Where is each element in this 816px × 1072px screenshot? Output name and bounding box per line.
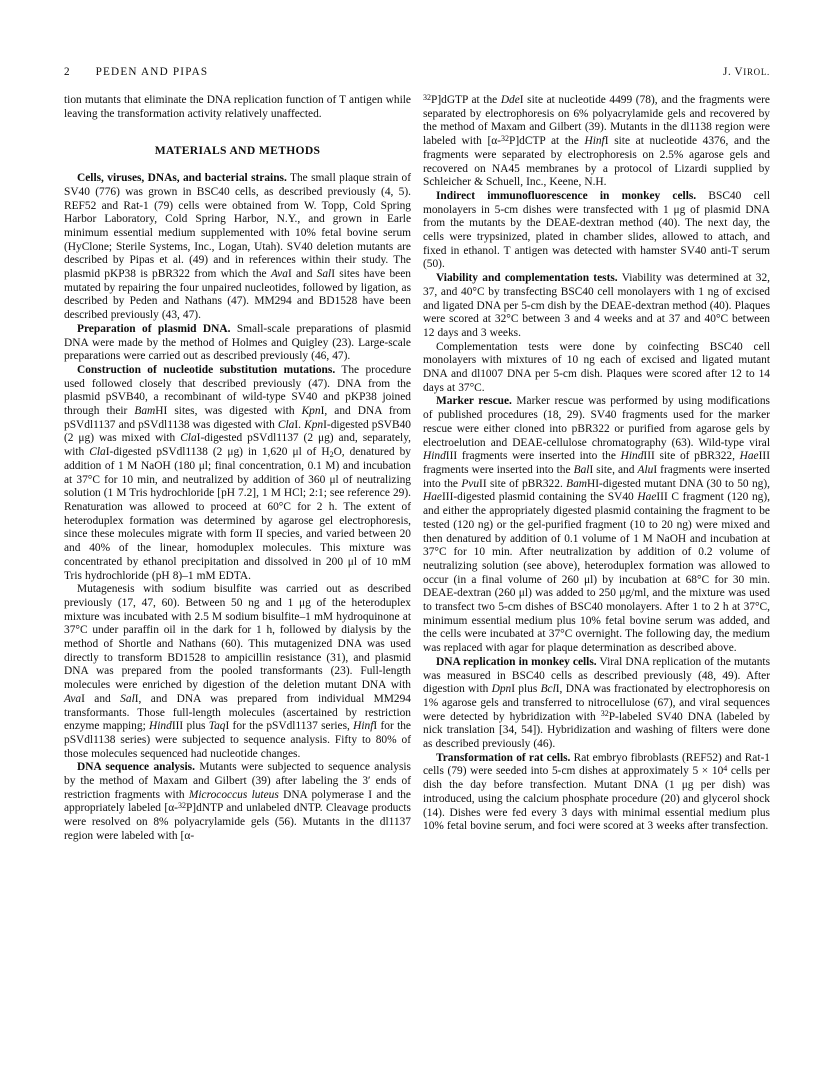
text-run: Viral DNA replication of the mutants was measured in BSC40 cells as described previously (48, 49). After digestion with [423,655,771,696]
text-run: Sal [316,268,332,281]
text-run: DNA replication in monkey cells. [436,655,597,668]
text-run: Hinf [584,135,605,148]
text-run: Sal [120,692,135,705]
text-run: Hinf [353,720,374,733]
text-run: I sites have been mutated by repairing the four unpaired nucleotides, followed by ligation, as described by Peden and Nathans (47). MM294 and BD1528 have been described previously (43, 47). [64,268,411,322]
text-run: Preparation of plasmid DNA. [77,322,231,335]
paragraph [423,272,770,341]
text-run: Alu [637,463,654,476]
paragraph [64,172,411,323]
two-column-body [64,94,770,844]
paragraph [423,341,770,396]
text-run: III fragments were inserted into the [423,450,770,476]
running-authors: PEDEN AND PIPAS [95,66,209,78]
text-run: Pvu [461,477,480,490]
text-run: Micrococcus luteus [188,788,279,801]
text-run: Construction of nucleotide substitution mutations. [77,363,336,376]
text-run: III plus [171,720,209,733]
text-run: III site of pBR322, [643,450,740,463]
text-run: Cla [89,446,106,459]
text-run: I plus [511,683,541,696]
text-run: I-digested pSVB40 (2 μg) was mixed with [64,418,411,445]
text-run: I, and DNA was prepared from individual MM294 transformants. Those full-length molecules (ascertained by restriction enzyme mapping; [64,692,411,733]
journal-abbrev [723,66,770,79]
text-run: Rat embryo fibroblasts (REF52) and Rat-1 cells (79) were seeded into 5-cm dishes at approximately 5 × 10 [423,751,770,778]
text-run: Viability and complementation tests. [436,272,618,285]
text-run: 32 [423,92,431,102]
text-run: Mutants were subjected to sequence analysis by the method of Maxam and Gilbert (39) after labeling the 3′ ends of restriction fragments with [64,761,411,801]
text-run: BSC40 cell monolayers in 5-cm dishes were transfected with 1 μg of plasmid DNA from the mutants by the DEAE-dextran method (40). The next day, the cells were trypsinized, plated in chamber slides, allowed to attach, and fixed in ethanol. T antigen was detected with hamster SV40 anti-T serum (50). [423,189,770,271]
text-run: Bam [566,477,588,490]
text-run: O, denatured by addition of 1 M NaOH (180 μl; final concentration, 0.1 M) and incubation at 37°C for 10 min, and neutralized by addition of 360 μl of neutralizing solution (1 M Tris hydrochloride [pH 7.2], 1 M HCl; 2:1; see reference 29). Renaturation was allowed to proceed at 60°C for 2 h. The extent of heteroduplex formation was determined by agarose gel electrophoresis, since these molecules migrate with form II species, and varied between 20 and 40% of the linear, homoduplex molecules. This mixture was concentrated by ethanol precipitation and dissolved in 200 μl of 10 mM Tris hydrochloride (pH 8)–1 mM EDTA. [64,446,411,582]
page-header [64,66,770,79]
text-run: 32 [177,800,186,810]
text-run: HI-digested mutant DNA (30 to 50 ng), [587,477,770,490]
text-run: Ava [64,692,82,705]
text-run: Cla [277,418,295,431]
paragraph [423,752,770,834]
text-run: HI sites, was digested with [155,405,302,418]
text-run: I, and DNA from pSVdl1137 and pSVdl1138 was digested with [64,405,411,431]
text-run: I for the pSVdl1138 series) were subjected to sequence analysis. Fifty to 80% of those molecules sequenced had nucleotide changes. [64,720,411,760]
text-run: Indirect immunofluorescence in monkey cells. [436,189,697,202]
text-run: P]dNTP and unlabeled dNTP. Cleavage products were resolved on 8% polyacrylamide gels (56). Mutants in the dl1137 region were labeled with [α- [64,802,411,842]
text-run: I fragments were inserted into the [423,463,770,490]
text-run: Mutagenesis with sodium bisulfite was carried out as described previously (17, 47, 60). Between 50 ng and 1 μg of the heteroduplex mixture was incubated with 2.5 M sodium bisulfite–1 mM hydroquinone at 37°C under paraffin oil in the dark for 1 h, followed by dialysis by the method of Shortle and Nathans (60). This mutagenized DNA was used directly to transform BD1528 to ampicillin resistance (31), and plasmid DNA was prepared from the pooled transformants (23). Full-length molecules were enriched by digestion of the deletion mutant DNA with [64,583,411,692]
text-run: I site, and [589,463,638,476]
text-run: I, DNA was fractionated by electrophoresis on 1% agarose gels and transferred to nitrocellulose (67), and viral sequences were detected by hybridization with [423,683,770,723]
text-run: Hind [149,720,172,733]
left-column [64,94,411,844]
text-run: Hae [637,491,657,504]
text-run: tion mutants that eliminate the DNA replication function of T antigen while leaving the transformation activity relatively unaffected. [64,94,411,120]
text-run: Small-scale preparations of plasmid DNA were made by the method of Holmes and Quigley (23). Large-scale preparations were carried out as described previously (46, 47). [64,322,411,363]
text-run: Bcl [540,683,556,696]
text-run: Taq [208,720,226,733]
paragraph [423,395,770,655]
text-run: Marker rescue was performed by using modifications of published procedures (18, 29). SV40 fragments used for the marker rescue were either cloned into pBR322 or purified from agarose gels by electroelution and DEAE-cellulose chromatography (63). Wild-type viral [423,395,770,449]
text-run: Bal [573,463,590,476]
text-run: 32 [501,133,510,143]
paragraph [423,94,770,190]
text-run: 4 [723,763,728,773]
text-run: I. [294,418,305,431]
text-run: The procedure used followed closely that described previously (47). DNA from the plasmid pSVB40, a recombinant of wild-type SV40 and pKP38 joined through their [64,363,411,418]
text-run: Dpn [491,683,512,696]
paragraph [64,323,411,364]
text-run: III fragments were inserted into the [445,450,621,463]
text-run: II site of pBR322. [479,477,567,490]
paragraph [64,761,411,843]
text-run: Cla [180,432,197,445]
header-left [64,66,208,79]
text-run: J. V [723,66,744,78]
text-run: Hind [423,450,446,463]
paragraph [64,364,411,583]
text-run: I for the pSVdl1137 series, [225,720,354,733]
text-run: III C fragment (120 ng), and either the appropriately digested plasmid containing the fragment to be tested (120 ng) or the gel-purified fragment (10 to 20 ng) were mixed and then denatured by addition of 0.1 volume of 1 M NaOH and incubation at 37°C for 10 min. After neutralization by addition of 0.2 volume of neutralizing solution (see above), heteroduplex formation was allowed to occur (in a final volume of 260 μl) by incubation at 68°C for 30 min. DEAE-dextran (260 μl) was added to 250 μg/ml, and the mixture was used to transfect two 5-cm dishes of BSC40 monolayers. After 1 to 2 h at 37°C, minimum essential medium plus 10% fetal bovine serum was added, and the cells were incubated at 37°C overnight. The following day, the medium was replaced with agar for plaque determination as described above. [423,491,770,655]
text-run: P]dCTP at the [509,135,585,148]
text-run: I-digested pSVdl1137 (2 μg) and, separately, with [64,432,411,459]
text-run: IROL. [743,67,770,77]
right-column [423,94,770,844]
text-run: The small plaque strain of SV40 (776) was grown in BSC40 cells, as described previously (4, 5). REF52 and Rat-1 (79) cells were obtained from W. Topp, Cold Spring Harbor Laboratory, Cold Spring Harbor, N.Y., and grown in Earle minimum essential medium supplemented with 10% fetal bovine serum (HyClone; Sterile Systems, Inc., Logan, Utah). SV40 deletion mutants are described by Pipas et al. (49) and in references within their study. The plasmid pKP38 is pBR322 from which the [64,172,412,281]
paragraph [64,94,411,121]
text-run: cells per dish the day before transfection. Mutant DNA (1 μg per dish) was introduced, using the calcium phosphate procedure (20) and glycerol shock (14). Dishes were fed every 3 days with minimal essential medium plus 10% fetal bovine serum, and foci were scored at 3 weeks after transfection. [423,765,771,833]
text-run: Dde [500,94,520,106]
text-run: Hae [423,491,442,504]
text-run: Hae [739,450,759,463]
text-run: I and [287,268,317,281]
text-run: III-digested plasmid containing the SV40 [441,491,638,504]
text-run: I and [81,692,121,705]
text-run: Hind [620,450,644,463]
page-number: 2 [64,66,70,78]
text-run: Marker rescue. [436,395,512,408]
text-run: Viability was determined at 32, 37, and 40°C by transfecting BSC40 cell monolayers with 1 ng of excised and ligated DNA per 5-cm dish by the DEAE-dextran method (40). Plaques were scored at 32°C between 3 and 4 weeks and at 37 and 40°C between 12 days and 3 weeks. [423,272,770,339]
text-run: DNA polymerase I and the appropriately labeled [α- [64,788,411,815]
paragraph [423,656,770,752]
paragraph [423,190,770,272]
text-run: I site at nucleotide 4499 (78), and the fragments were separated by electrophoresis on 6% polyacrylamide gels and recovered by the method of Maxam and Gilbert (39). Mutants in the dl1138 region were labeled with [α- [423,94,770,148]
text-run: Kpn [301,405,321,418]
section-heading: MATERIALS AND METHODS [154,144,321,158]
text-run: Complementation tests were done by coinfecting BSC40 cell monolayers with mixtures of 10 ng each of excised and ligated mutant DNA and dl1007 DNA per 5-cm dish. Plaques were scored after 12 to 14 days at 37°C. [423,340,770,394]
text-run: Ava [270,268,288,281]
text-run: 32 [600,709,609,719]
text-run: Cells, viruses, DNAs, and bacterial strains. [77,172,287,185]
text-run: I site at nucleotide 4376, and the fragments were separated by electrophoresis on 2.5% agarose gels and recovered on NA45 membranes by a protocol of Lizardi supplied by Schleicher & Schuell, Inc., Keene, N.H. [423,135,770,189]
text-run: Bam [134,405,156,418]
paragraph [64,583,411,761]
text-run: Transformation of rat cells. [436,751,571,764]
text-run: DNA sequence analysis. [77,761,195,774]
text-run: Kpn [304,418,324,431]
text-run: P-labeled SV40 DNA (labeled by nick translation [34, 54]). Hybridization and washing of filters were done as described previously (46). [423,710,770,751]
text-run: 2 [329,449,334,459]
text-run: I-digested pSVdl1138 (2 μg) in 1,620 μl of H [105,446,330,459]
text-run: P]dGTP at the [431,94,501,106]
